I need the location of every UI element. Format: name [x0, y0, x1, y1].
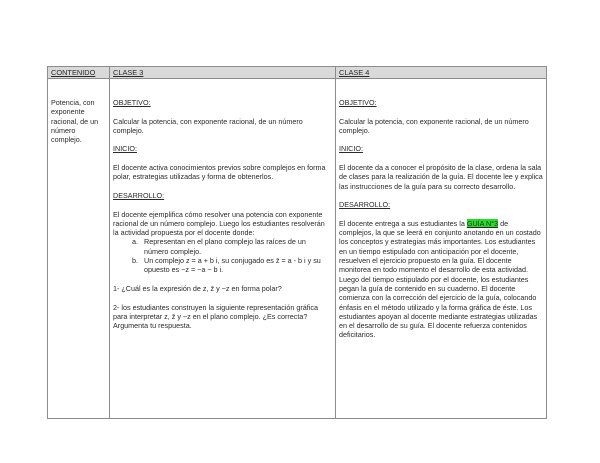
contenido-cell	[48, 79, 110, 419]
header-clase-4-label: CLASE 4	[339, 68, 370, 77]
clase-4-inicio-text: El docente da a conocer el propósito de la clase, ordena la sala de clases para la realización de la guía. El docente lee y explica las instrucciones de la guía para su correcto desarrollo.	[339, 163, 543, 191]
header-clase-4	[336, 67, 547, 79]
header-contenido	[48, 67, 110, 79]
table-body-row	[48, 79, 547, 419]
table-header-row	[48, 67, 547, 79]
clase-3-cell	[110, 79, 336, 419]
clase-3-inicio-text: El docente activa conocimientos previos sobre complejos en forma polar, estrategias utilizadas y forma de obtenerlos.	[113, 163, 326, 182]
clase-4-inicio-heading: INICIO:	[339, 144, 363, 154]
clase-3-question-1: 1- ¿Cuál es la expresión de z, z̄ y −z en forma polar?	[113, 283, 282, 293]
clase-4-desarrollo-heading: DESARROLLO:	[339, 200, 391, 210]
lesson-plan-table	[47, 66, 547, 419]
guia-highlight-link[interactable]: GUÍA N°3	[466, 218, 499, 228]
clase-3-objetivo-heading: OBJETIVO:	[113, 98, 151, 107]
header-contenido-label: CONTENIDO	[51, 68, 96, 77]
clase-4-objetivo-heading: OBJETIVO:	[339, 98, 377, 107]
clase-3-objetivo-text: Calcular la potencia, con exponente racional, de un número complejo.	[113, 116, 303, 135]
header-clase-3	[110, 67, 336, 79]
clase-3-activity-list	[113, 237, 332, 274]
clase-3-inicio-heading: INICIO:	[113, 144, 137, 154]
list-item: a. Representan en el plano complejo las raíces de un número complejo.	[140, 237, 332, 256]
clase-4-desarrollo-pre: El docente entrega a sus estudiantes la	[339, 218, 467, 228]
header-clase-3-label: CLASE 3	[113, 68, 144, 77]
contenido-text: Potencia, con exponente racional, de un número complejo.	[51, 98, 99, 145]
clase-4-desarrollo-paragraph	[339, 219, 543, 340]
clase-3-desarrollo-text: El docente ejemplifica cómo resolver una potencia con exponente racional de un número complejo. Luego los estudiantes resolverán la actividad propuesta por el docente donde:	[113, 209, 325, 238]
clase-4-desarrollo-post: de complejos, la que se leerá en conjunto anotando en un costado los conceptos y estrategias más importantes. Los estudiantes en un tiempo estipulado con anticipación por el docente, resuelven el ejercicio propuesto en la guía. El docente monitorea en todo momento el desarrollo de esta actividad. Luego del tiempo estipulado por el docente, los estudiantes pegan la guía de contenido en su cuaderno. El docente comienza con la corrección del ejercicio de la guía, colocando énfasis en el método utilizado y la forma gráfica de éste. Los estudiantes apoyan al docente mediante estrategias utilizadas en el desarrollo de su guía. El docente refuerza contenidos deficitarios.	[339, 218, 541, 340]
clase-3-question-2: 2- los estudiantes construyen la siguiente representación gráfica para interpretar z, z̄ y −z en el plano complejo. ¿Es correcta? Argumenta tu respuesta.	[113, 302, 318, 331]
clase-4-objetivo-text: Calcular la potencia, con exponente racional, de un número complejo.	[339, 116, 529, 135]
list-item: b. Un complejo z = a + b i, su conjugado es z̄ = a - b i y su opuesto es −z = −a − b i.	[140, 256, 332, 275]
clase-3-desarrollo-heading: DESARROLLO:	[113, 190, 165, 200]
clase-4-cell	[336, 79, 547, 419]
